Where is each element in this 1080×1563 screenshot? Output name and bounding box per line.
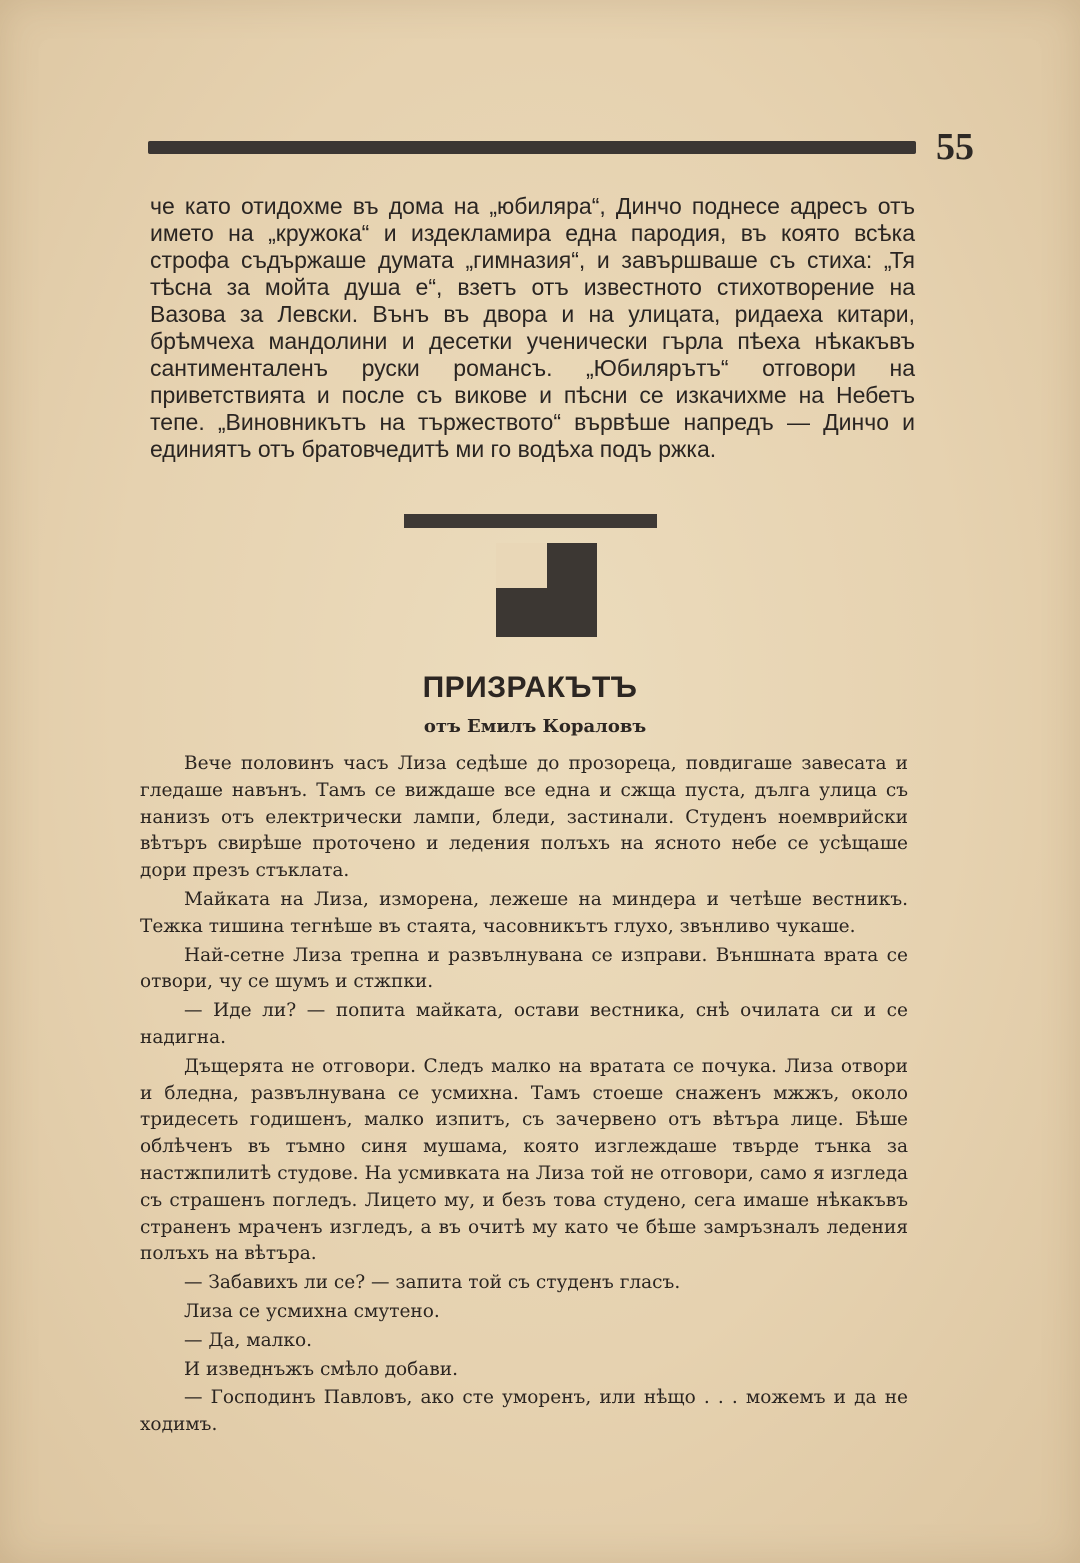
header-rule xyxy=(148,141,916,154)
story-body xyxy=(140,751,908,1441)
story-paragraph: — Господинъ Павловъ, ако сте уморенъ, или нѣщо . . . можемъ и да не ходимъ. xyxy=(140,1387,908,1436)
story-paragraph: И изведнъжъ смѣло добави. xyxy=(184,1358,458,1380)
story-paragraph: Вече половинъ часъ Лиза седѣше до прозореца, повдигаше завесата и гледаше навънъ. Тамъ се виждаше все една и сжща пуста, дълга улица съ нанизъ отъ електрически лампи, бледи, застинали. Студенъ ноемврийски вѣтъръ свирѣше проточено и ледения полъхъ на ясното небе се усѣщаше дори презъ стъклата. xyxy=(140,753,908,882)
story-title: ПРИЗРАКЪТЪ xyxy=(422,671,638,704)
story-paragraph: — Да, малко. xyxy=(184,1329,312,1351)
intro-paragraph: че като отидохме въ дома на „юбиляра“, Динчо поднесе адресъ отъ името на „кружока“ и издекламира една пародия, въ която всѣка строфа съдържаше думата „гимназия“, и завършваше съ стиха: „Тя тѣсна за мойта душа е“, взетъ отъ известното стихотворение на Вазова за Левски. Вънъ въ двора и на улицата, ридаеха китари, брѣмчеха мандолини и десетки ученически гърла пѣеха нѣкакъвъ сантименталенъ руски романсъ. „Юбилярътъ“ отговори на приветствията и после съ викове и пѣсни се изкачихме на Небетъ тепе. „Виновникътъ на тържеството“ вървѣше напредъ — Динчо и единиятъ отъ братовчедитѣ ми го водѣха подъ ржка. xyxy=(150,193,915,462)
story-paragraph: Майката на Лиза, изморена, лежеше на миндера и четѣше вестникъ. Тежка тишина тегнѣше въ стаята, часовникътъ глухо, звънливо чукаше. xyxy=(140,888,908,937)
section-divider-bar xyxy=(404,514,657,528)
story-author: отъ Емилъ Кораловъ xyxy=(423,716,647,737)
story-paragraph: Най-сетне Лиза трепна и развълнувана се изправи. Външната врата се отвори, чу се шумъ и стжпки. xyxy=(140,944,908,993)
story-paragraph: Лиза се усмихна смутено. xyxy=(184,1300,440,1322)
section-ornament-cutout xyxy=(496,543,547,588)
page-number: 55 xyxy=(936,126,974,168)
story-paragraph: — Забавихъ ли се? — запита той съ студенъ гласъ. xyxy=(184,1272,681,1294)
section-ornament xyxy=(496,543,597,637)
story-paragraph: — Иде ли? — попита майката, остави вестника, снѣ очилата си и се надигна. xyxy=(140,1000,908,1048)
story-paragraph: Дъщерята не отговори. Следъ малко на вратата се почука. Лиза отвори и бледна, развълнувана се усмихна. Тамъ стоеше снаженъ мжжъ, около тридесеть годишенъ, малко изпитъ, съ зачервено отъ вѣтъра лице. Бѣше облѣченъ въ тъмно синя мушама, която изглеждаше твърде тънка за настжпилитѣ студове. На усмивката на Лиза той не отговори, само я изгледа съ страшенъ погледъ. Лицето му, и безъ това студено, сега имаше нѣкакъвъ страненъ мраченъ изгледъ, а въ очитѣ му като че бѣше замръзналъ ледения полъхъ на вѣтъра. xyxy=(140,1055,908,1265)
intro-text xyxy=(150,193,915,463)
